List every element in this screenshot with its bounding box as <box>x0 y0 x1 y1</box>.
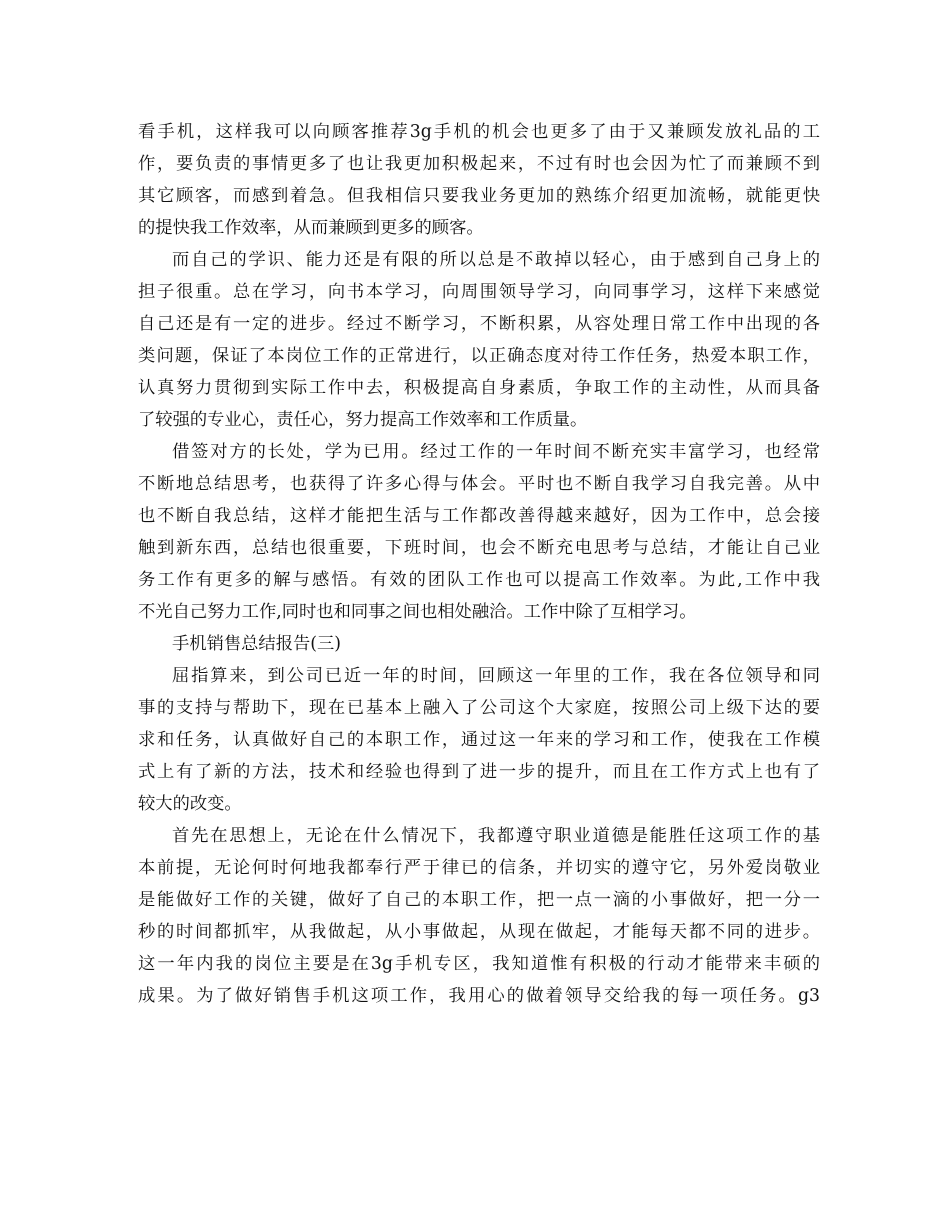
paragraph-first-line: 首先在思想上，无论在什么情况下，我都遵守职业道德是能胜任这项工作的基 <box>172 826 820 846</box>
text-line: 认真努力贯彻到实际工作中去，积极提高自身素质，争取工作的主动性，从而具备 <box>138 378 820 398</box>
paragraph-first-line: 借签对方的长处，学为已用。经过工作的一年时间不断充实丰富学习，也经常 <box>172 442 820 462</box>
text-line: 本前提，无论何时何地我都奉行严于律已的信条，并切实的遵守它，另外爱岗敬业 <box>138 858 820 878</box>
paragraph-first-line: 手机销售总结报告(三) <box>172 634 342 654</box>
text-line: 较大的改变。 <box>138 794 242 814</box>
text-line: 也不断自我总结，这样才能把生活与工作都改善得越来越好，因为工作中，总会接 <box>138 506 820 526</box>
text-line: 成果。为了做好销售手机这项工作，我用心的做着领导交给我的每一项任务。g3 <box>138 986 820 1006</box>
text-line: 务工作有更多的解与感悟。有效的团队工作也可以提高工作效率。为此,工作中我 <box>138 570 820 590</box>
text-line: 看手机，这样我可以向顾客推荐3g手机的机会也更多了由于又兼顾发放礼品的工 <box>138 122 820 142</box>
text-line: 的提快我工作效率，从而兼顾到更多的顾客。 <box>138 218 484 238</box>
text-line: 秒的时间都抓牢，从我做起，从小事做起，从现在做起，才能每天都不同的进步。 <box>138 922 820 942</box>
paragraph-first-line: 屈指算来，到公司已近一年的时间，回顾这一年里的工作，我在各位领导和同 <box>172 666 820 686</box>
text-line: 作，要负责的事情更多了也让我更加积极起来，不过有时也会因为忙了而兼顾不到 <box>138 154 820 174</box>
text-line: 事的支持与帮助下，现在已基本上融入了公司这个大家庭，按照公司上级下达的要 <box>138 698 820 718</box>
text-line: 担子很重。总在学习，向书本学习，向周围领导学习，向同事学习，这样下来感觉 <box>138 282 820 302</box>
text-line: 不光自己努力工作,同时也和同事之间也相处融洽。工作中除了互相学习。 <box>138 602 697 622</box>
text-line: 不断地总结思考，也获得了许多心得与体会。平时也不断自我学习自我完善。从中 <box>138 474 820 494</box>
text-line: 触到新东西，总结也很重要，下班时间，也会不断充电思考与总结，才能让自己业 <box>138 538 820 558</box>
text-line: 了较强的专业心，责任心，努力提高工作效率和工作质量。 <box>138 410 588 430</box>
document-body <box>138 116 820 1012</box>
text-line: 类问题，保证了本岗位工作的正常进行，以正确态度对待工作任务，热爱本职工作， <box>138 346 820 366</box>
text-line: 式上有了新的方法，技术和经验也得到了进一步的提升，而且在工作方式上也有了 <box>138 762 820 782</box>
text-line: 求和任务，认真做好自己的本职工作，通过这一年来的学习和工作，使我在工作模 <box>138 730 820 750</box>
text-line: 自己还是有一定的进步。经过不断学习，不断积累，从容处理日常工作中出现的各 <box>138 314 820 334</box>
text-line: 这一年内我的岗位主要是在3g手机专区，我知道惟有积极的行动才能带来丰硕的 <box>138 954 820 974</box>
text-line: 是能做好工作的关键，做好了自己的本职工作，把一点一滴的小事做好，把一分一 <box>138 890 820 910</box>
text-line: 其它顾客，而感到着急。但我相信只要我业务更加的熟练介绍更加流畅，就能更快 <box>138 186 820 206</box>
paragraph-first-line: 而自己的学识、能力还是有限的所以总是不敢掉以轻心，由于感到自己身上的 <box>172 250 820 270</box>
